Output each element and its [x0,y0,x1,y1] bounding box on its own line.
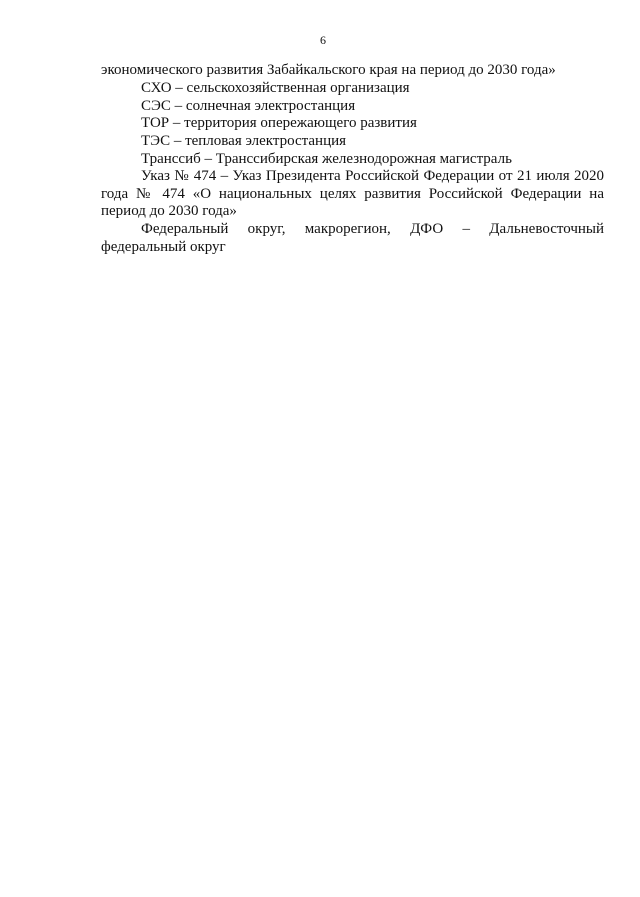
abbreviation-ses: СЭС – солнечная электростанция [141,98,356,114]
abbreviation-cho: СХО – сельскохозяйственная организация [141,80,410,96]
text-line: экономического развития Забайкальского края на период до 2030 года» [101,62,556,78]
abbreviation-ukaz: Указ № 474 – Указ Президента Российской Федерации от 21 июля 2020 [141,168,604,184]
text-line: период до 2030 года» [101,203,237,219]
text-line: федеральный округ [101,239,226,255]
abbreviation-tes: ТЭС – тепловая электростанция [141,133,347,149]
abbreviation-dfo: Федеральный округ, макрорегион, ДФО – Дальневосточный [141,221,604,237]
page-number: 6 [320,33,326,47]
abbreviation-transsib: Транссиб – Транссибирская железнодорожная магистраль [141,151,512,167]
abbreviation-tor: ТОР – территория опережающего развития [141,115,417,131]
text-line: года № 474 «О национальных целях развития Российской Федерации на [101,186,604,202]
